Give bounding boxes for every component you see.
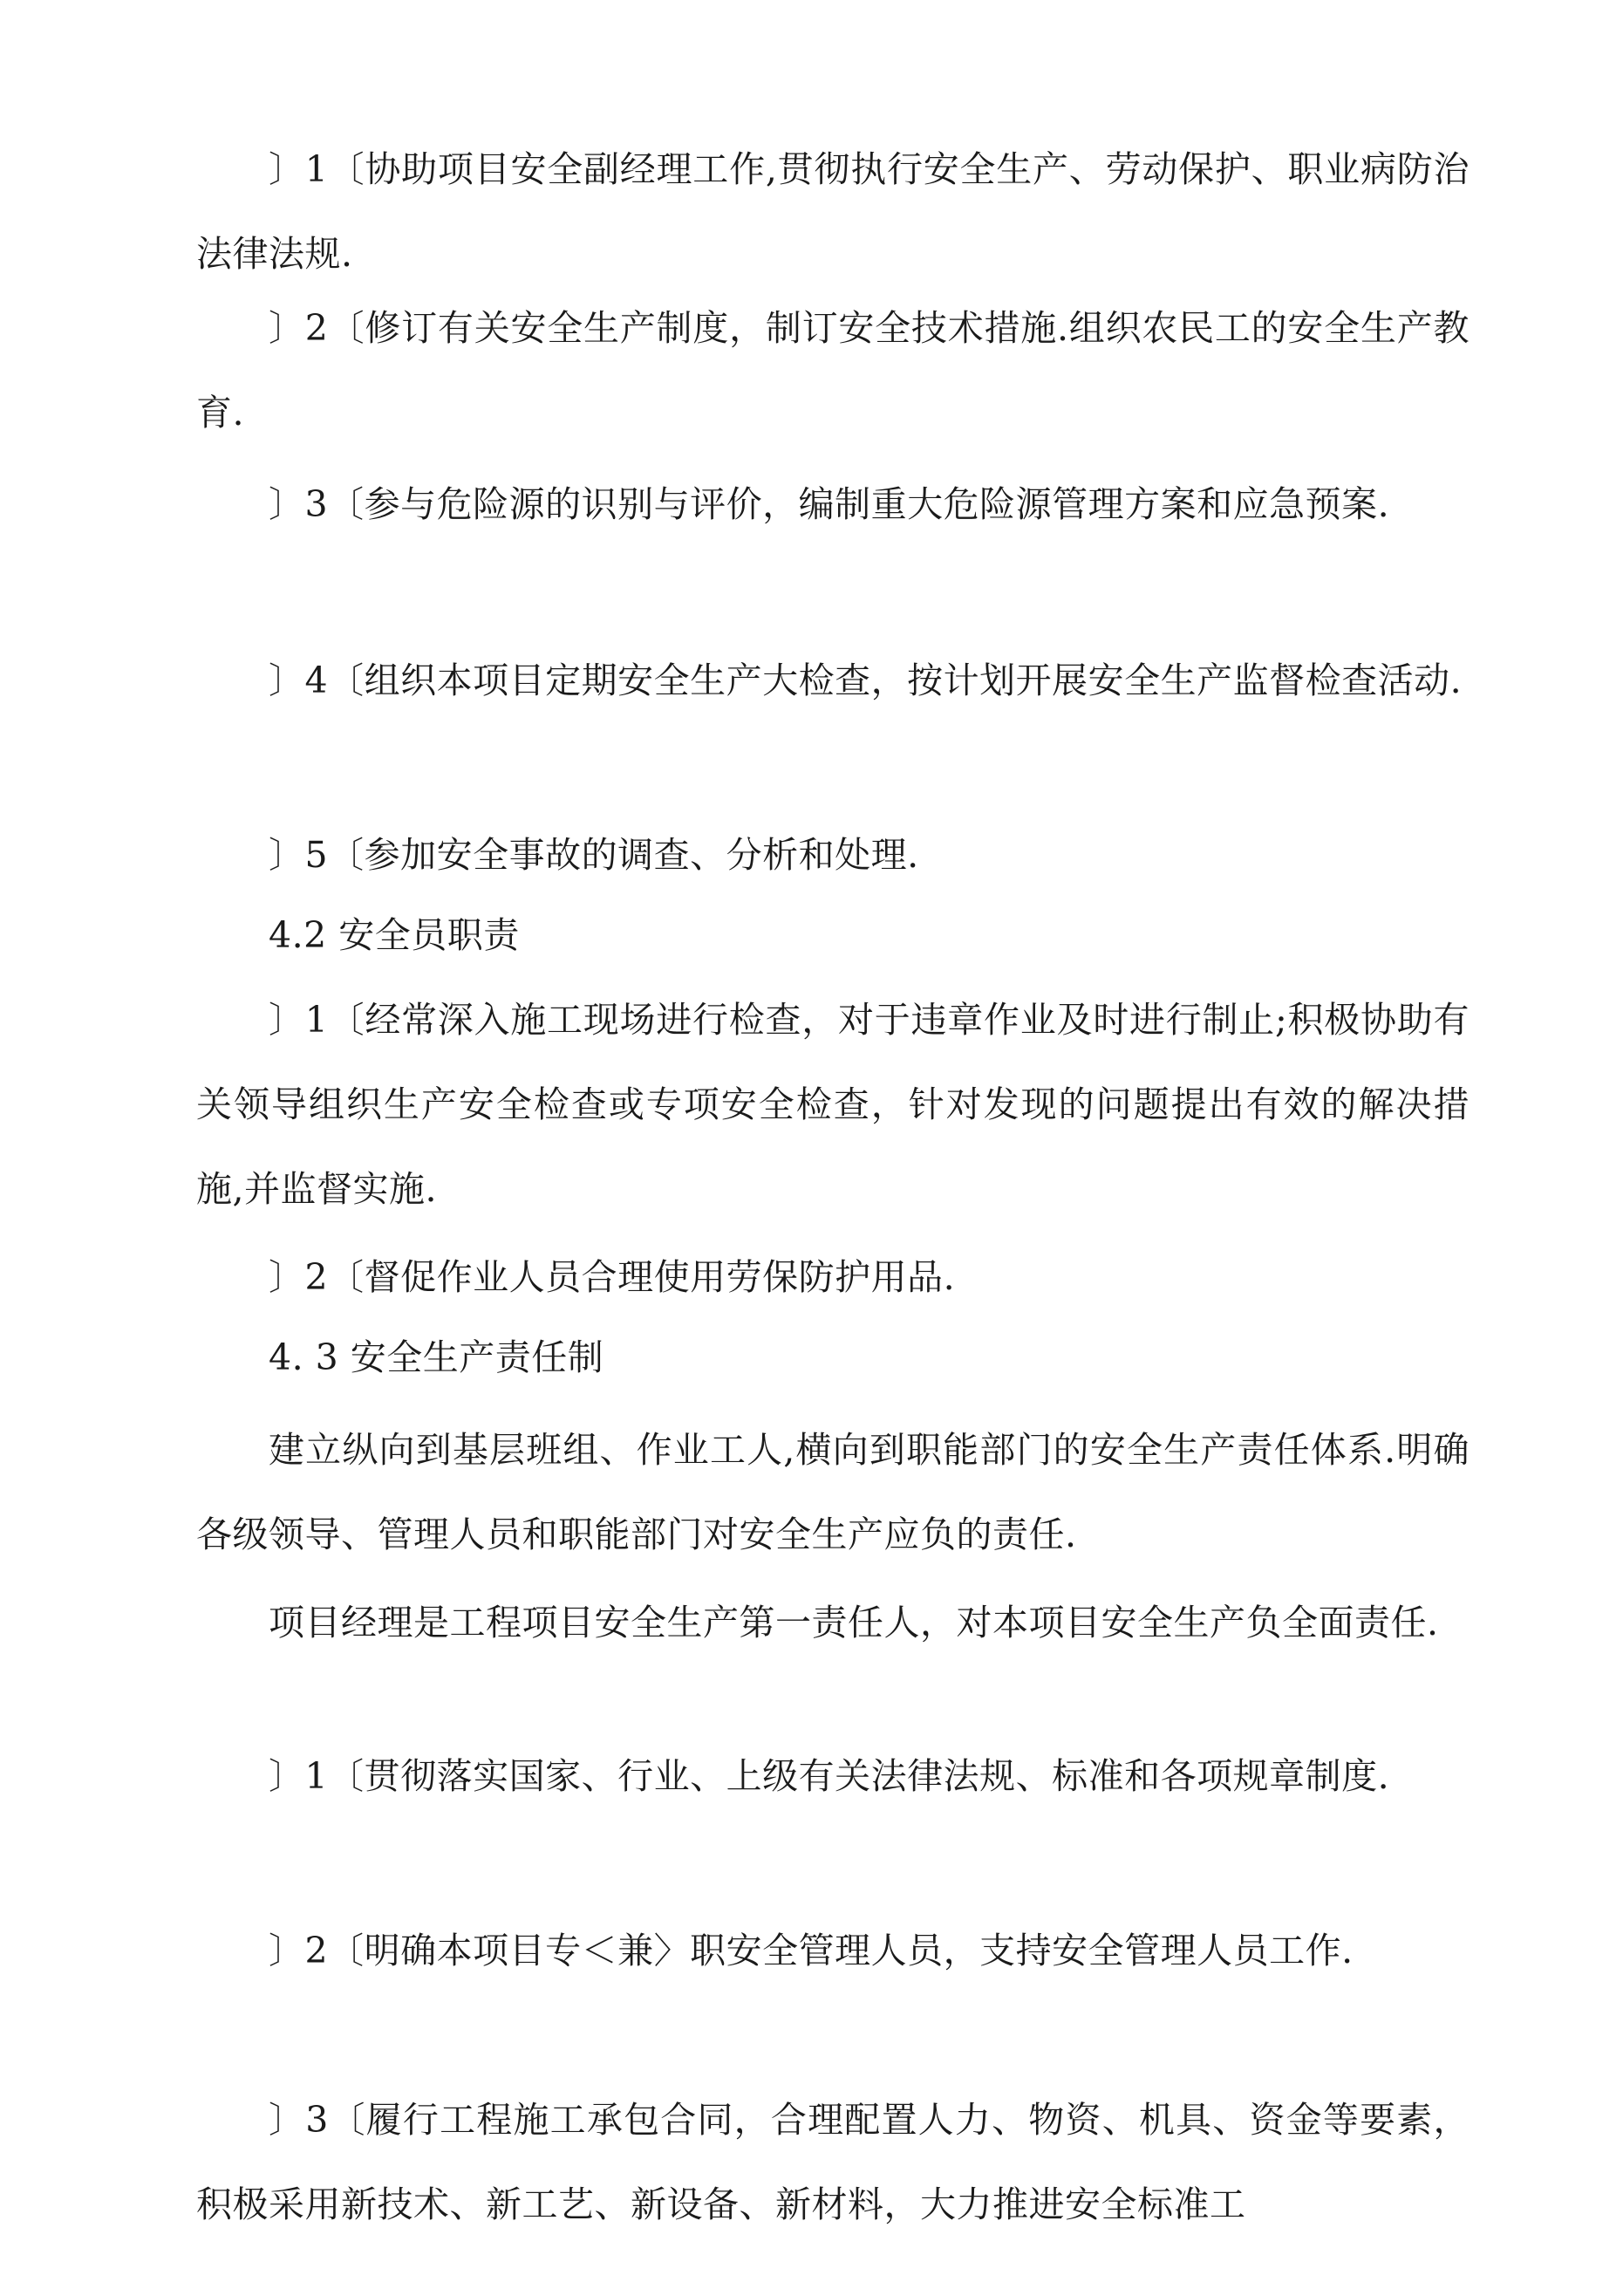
paragraph-pm-duty-1: 〕1〔贯彻落实国家、行业、上级有关法律法规、标准和各项规章制度. <box>269 1755 1390 1797</box>
paragraph-duty-1: 〕1〔协助项目安全副经理工作,贯彻执行安全生产、劳动保护、职业病防治法律法规. <box>196 148 1470 275</box>
paragraph-pm-duty-3: 〕3〔履行工程施工承包合同，合理配置人力、物资、机具、资金等要素，积极采用新技术、新工艺、新设备、新材料，大力推进安全标准工 <box>196 2099 1470 2225</box>
section-heading-4-2: 4.2 安全员职责 <box>269 914 520 956</box>
section-heading-4-3: 4. 3 安全生产责任制 <box>269 1336 604 1378</box>
paragraph-pm-duty-2: 〕2〔明确本项目专＜兼〉职安全管理人员，支持安全管理人员工作. <box>269 1930 1354 1971</box>
paragraph-duty-2: 〕2〔修订有关安全生产制度，制订安全技术措施.组织农民工的安全生产教育. <box>196 307 1470 434</box>
paragraph-project-manager: 项目经理是工程项目安全生产第一责任人，对本项目安全生产负全面责任. <box>269 1602 1439 1643</box>
paragraph-duty-4: 〕4〔组织本项目定期安全生产大检查，按计划开展安全生产监督检查活动. <box>269 659 1463 701</box>
paragraph-safety-officer-1: 〕1〔经常深入施工现场进行检查，对于违章作业及时进行制止;积极协助有关领导组织生产安全检查或专项安全检查，针对发现的问题提出有效的解决措施,并监督实施. <box>196 999 1470 1210</box>
paragraph-responsibility-system: 建立纵向到基层班组、作业工人,横向到职能部门的安全生产责任体系.明确各级领导、管理人员和职能部门对安全生产应负的责任. <box>196 1429 1470 1555</box>
paragraph-duty-3: 〕3〔参与危险源的识别与评价，编制重大危险源管理方案和应急预案. <box>269 483 1390 525</box>
paragraph-duty-5: 〕5〔参加安全事故的调查、分析和处理. <box>269 834 919 876</box>
paragraph-safety-officer-2: 〕2〔督促作业人员合理使用劳保防护用品. <box>269 1256 956 1298</box>
